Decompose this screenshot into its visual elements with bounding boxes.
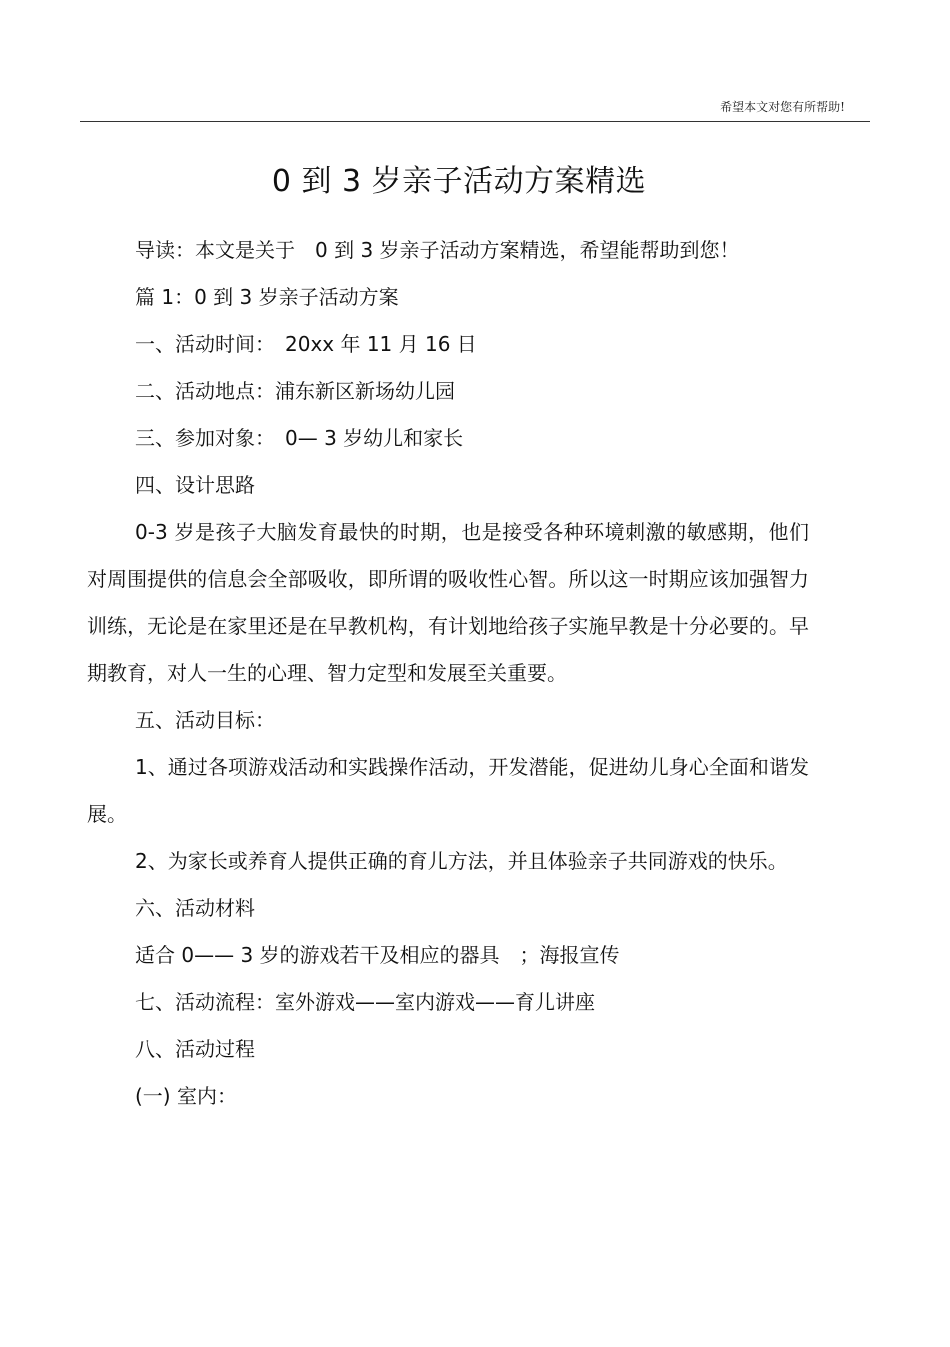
goals-heading: 五、活动目标：: [135, 708, 275, 732]
indoor-subheading: (一) 室内：: [135, 1084, 237, 1108]
process-heading: 八、活动过程: [135, 1037, 255, 1061]
section-heading-part1: 篇 1：0 到 3 岁亲子活动方案: [135, 285, 399, 309]
header-note: 希望本文对您有所帮助!: [720, 100, 845, 114]
design-idea-heading: 四、设计思路: [135, 473, 255, 497]
activity-location-line: 二、活动地点：浦东新区新场幼儿园: [135, 379, 455, 403]
intro-paragraph: 导读：本文是关于 0 到 3 岁亲子活动方案精选，希望能帮助到您！: [135, 238, 740, 262]
document-title: 0 到 3 岁亲子活动方案精选: [271, 164, 647, 199]
materials-line: 适合 0—— 3 岁的游戏若干及相应的器具 ；海报宣传: [135, 943, 620, 967]
participants-line: 三、参加对象： 0— 3 岁幼儿和家长: [135, 426, 464, 450]
flow-line: 七、活动流程：室外游戏——室内游戏——育儿讲座: [135, 990, 595, 1014]
activity-time-line: 一、活动时间： 20xx 年 11 月 16 日: [135, 332, 477, 356]
header-divider: [80, 121, 870, 122]
materials-heading: 六、活动材料: [135, 896, 255, 920]
goal-item-1: 1、通过各项游戏活动和实践操作活动，开发潜能，促进幼儿身心全面和谐发展。: [87, 755, 809, 826]
document-body: [87, 227, 809, 1120]
design-idea-paragraph: 0-3 岁是孩子大脑发育最快的时期，也是接受各种环境刺激的敏感期，他们对周围提供的信息会全部吸收，即所谓的吸收性心智。所以这一时期应该加强智力训练，无论是在家里还是在早教机构，有计划地给孩子实施早教是十分必要的。早期教育，对人一生的心理、智力定型和发展至关重要。: [87, 520, 809, 685]
goal-item-2: 2、为家长或养育人提供正确的育儿方法，并且体验亲子共同游戏的快乐。: [135, 849, 788, 873]
